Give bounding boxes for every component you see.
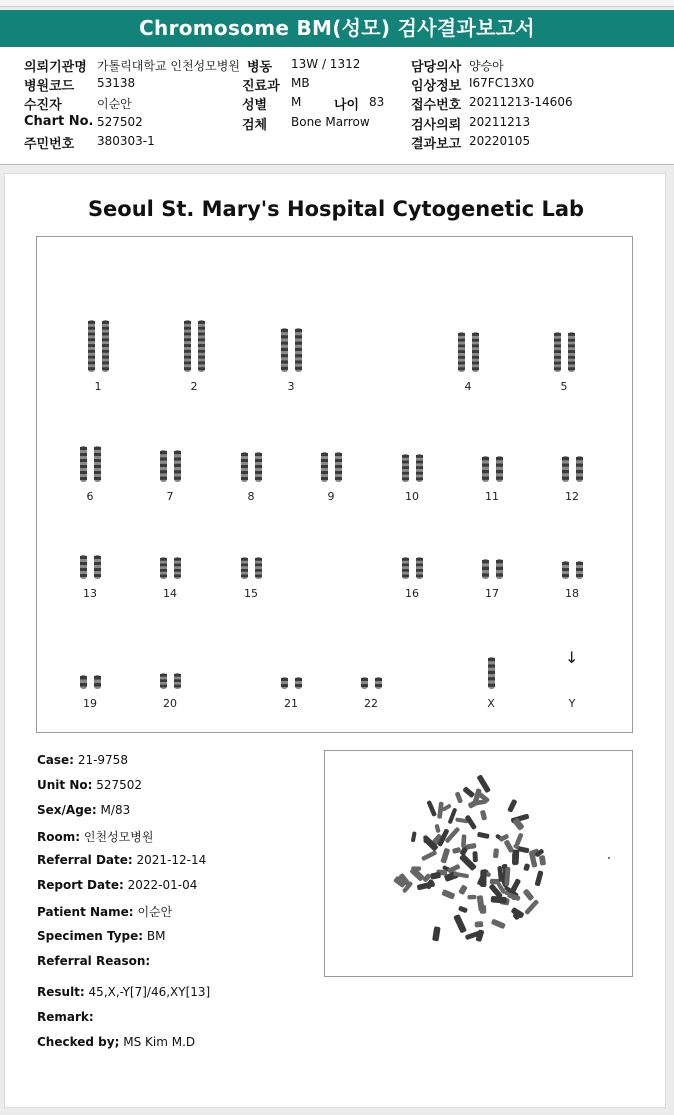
chromosome-label: 1 [94, 380, 102, 393]
unit-value: 527502 [96, 778, 143, 792]
chromosome-label: 6 [86, 490, 94, 503]
chromosome-9-icon [311, 452, 351, 482]
chromosome-Y [542, 687, 602, 710]
result-line [37, 985, 210, 999]
room-label: Room: [37, 830, 81, 844]
chromosome-3 [261, 328, 321, 393]
chromosome-label: 17 [485, 587, 499, 600]
department-label: 진료과 [242, 79, 280, 94]
chromosome-label: 8 [247, 490, 255, 503]
chromosome-X [461, 657, 521, 710]
patient-name-line [37, 903, 172, 920]
chromosome-2-icon [174, 320, 214, 372]
chromosome-label: 15 [244, 587, 258, 600]
chromosome-11 [462, 456, 522, 503]
chromosome-11-icon [472, 456, 512, 482]
chromosome-label: 5 [560, 380, 568, 393]
chart-value: 527502 [97, 115, 143, 129]
hospital-code-label: 병원코드 [24, 79, 75, 94]
accession-label: 접수번호 [411, 98, 462, 113]
specimen-type-value: BM [146, 929, 166, 943]
chromosome-20 [140, 673, 200, 710]
chromosome-5-icon [544, 332, 584, 372]
lab-title: Seoul St. Mary's Hospital Cytogenetic Lab [87, 197, 585, 221]
chromosome-label: 11 [485, 490, 499, 503]
chromosome-8 [221, 452, 281, 503]
report-date-value: 2022-01-04 [127, 878, 198, 892]
checked-label: Checked by; [37, 1035, 120, 1049]
chromosome-18 [542, 561, 602, 600]
checked-value: MS Kim M.D [123, 1035, 196, 1049]
patient-value: 이순안 [97, 97, 132, 111]
ssn-label: 주민번호 [24, 137, 75, 152]
patient-header [0, 47, 674, 165]
chromosome-5 [534, 332, 594, 393]
chart-label: Chart No. [24, 114, 94, 129]
chromosome-13 [60, 555, 120, 600]
metaphase-image [324, 750, 633, 977]
chromosome-label: 21 [284, 697, 298, 710]
referral-date-label: Referral Date: [37, 853, 133, 867]
chromosome-9 [301, 452, 361, 503]
chromosome-12-icon [552, 456, 592, 482]
patient-label: 수진자 [24, 98, 62, 113]
referral-date-value: 2021-12-14 [136, 853, 207, 867]
referral-reason-label: Referral Reason: [37, 954, 151, 968]
chromosome-2 [164, 320, 224, 393]
room-value: 인천성모병원 [83, 830, 154, 844]
chromosome-3-icon [271, 328, 311, 372]
report-date-line [37, 878, 197, 892]
chromosome-1-icon [78, 320, 118, 372]
chromosome-4 [438, 332, 498, 393]
chromosome-14-icon [150, 557, 190, 579]
chromosome-8-icon [231, 452, 271, 482]
chromosome-12 [542, 456, 602, 503]
karyogram [36, 236, 633, 733]
ward-value: 13W / 1312 [291, 57, 361, 71]
top-rule [0, 0, 674, 7]
clinical-info-value: I67FC13X0 [469, 76, 535, 90]
chromosome-16-icon [392, 557, 432, 579]
chromosome-label: 9 [327, 490, 335, 503]
age-value: 83 [369, 95, 385, 109]
chromosome-label: Y [568, 697, 576, 710]
chromosome-17 [462, 559, 522, 600]
result-value: 45,X,-Y[7]/46,XY[13] [88, 985, 211, 999]
chromosome-16 [382, 557, 442, 600]
report-title: Chromosome BM(성모) 검사결과보고서 [0, 10, 674, 47]
chromosome-label: X [487, 697, 495, 710]
chromosome-15 [221, 557, 281, 600]
missing-y-arrow-icon: ↓ [565, 648, 579, 667]
chromosome-10 [382, 454, 442, 503]
chromosome-label: 12 [565, 490, 579, 503]
department-value: MB [291, 76, 310, 90]
chromosome-14 [140, 557, 200, 600]
sexage-line [37, 803, 130, 817]
case-value: 21-9758 [77, 753, 128, 767]
age-label: 나이 [334, 98, 360, 113]
chromosome-19 [60, 675, 120, 710]
doctor-value: 양승아 [469, 59, 504, 73]
chromosome-21 [261, 677, 321, 710]
chromosome-15-icon [231, 557, 271, 579]
remark-line [37, 1010, 94, 1024]
chromosome-6 [60, 446, 120, 503]
metaphase-spread-icon [325, 751, 632, 976]
chromosome-7-icon [150, 450, 190, 482]
request-date-label: 검사의뢰 [411, 118, 462, 133]
report-date-value: 20220105 [469, 134, 531, 148]
chromosome-1 [68, 320, 128, 393]
chromosome-label: 13 [83, 587, 97, 600]
chromosome-4-icon [448, 332, 488, 372]
report-date-label: 결과보고 [411, 137, 462, 152]
remark-label: Remark: [37, 1010, 94, 1024]
ssn-value: 380303-1 [97, 134, 155, 148]
chromosome-22-icon [351, 677, 391, 689]
specimen-type-label: Specimen Type: [37, 929, 144, 943]
sexage-value: M/83 [100, 803, 131, 817]
chromosome-label: 22 [364, 697, 378, 710]
chromosome-19-icon [70, 675, 110, 689]
institution-label: 의뢰기관명 [24, 60, 87, 75]
specimen-label: 검체 [242, 118, 268, 133]
chromosome-label: 14 [163, 587, 177, 600]
report-date-label: Report Date: [37, 878, 124, 892]
chromosome-label: 7 [166, 490, 174, 503]
chromosome-Y-icon [552, 687, 592, 689]
clinical-info-label: 임상정보 [411, 79, 462, 94]
chromosome-13-icon [70, 555, 110, 579]
chromosome-X-icon [471, 657, 511, 689]
institution-value: 가톨릭대학교 인천성모병원 [97, 59, 240, 73]
case-label: Case: [37, 753, 74, 767]
chromosome-6-icon [70, 446, 110, 482]
accession-value: 20211213-14606 [469, 95, 573, 109]
doctor-label: 담당의사 [411, 60, 462, 75]
result-label: Result: [37, 985, 85, 999]
chromosome-label: 18 [565, 587, 579, 600]
room-line [37, 828, 153, 845]
referral-reason-line [37, 954, 150, 968]
request-date-value: 20211213 [469, 115, 531, 129]
sexage-label: Sex/Age: [37, 803, 97, 817]
specimen-type-line [37, 929, 166, 943]
chromosome-label: 16 [405, 587, 419, 600]
chromosome-21-icon [271, 677, 311, 689]
referral-date-line [37, 853, 206, 867]
chromosome-label: 4 [464, 380, 472, 393]
hospital-code-value: 53138 [97, 76, 136, 90]
sex-label: 성별 [242, 98, 268, 113]
unit-line [37, 778, 142, 792]
chromosome-label: 10 [405, 490, 419, 503]
sex-value: M [291, 95, 302, 109]
chromosome-7 [140, 450, 200, 503]
chromosome-10-icon [392, 454, 432, 482]
ward-label: 병동 [247, 60, 273, 75]
patient-name-label: Patient Name: [37, 905, 134, 919]
patient-name-value: 이순안 [137, 905, 173, 919]
chromosome-22 [341, 677, 401, 710]
chromosome-20-icon [150, 673, 190, 689]
specimen-value: Bone Marrow [291, 115, 370, 129]
checked-line [37, 1035, 195, 1049]
chromosome-label: 2 [190, 380, 198, 393]
chromosome-label: 20 [163, 697, 177, 710]
unit-label: Unit No: [37, 778, 93, 792]
chromosome-label: 3 [287, 380, 295, 393]
chromosome-18-icon [552, 561, 592, 579]
chromosome-17-icon [472, 559, 512, 579]
chromosome-label: 19 [83, 697, 97, 710]
case-line [37, 753, 128, 767]
